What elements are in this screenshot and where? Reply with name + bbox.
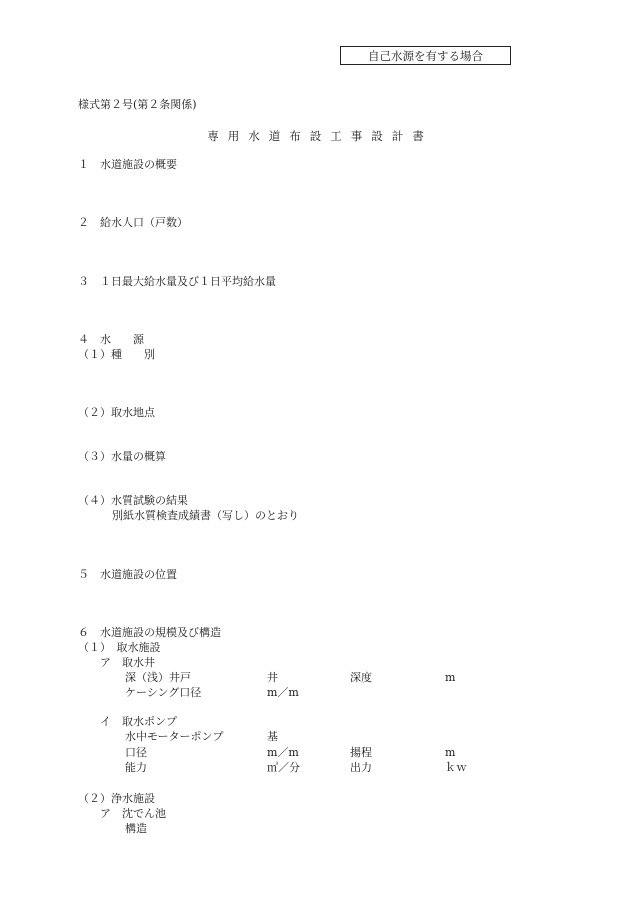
pump-row-label2: 出力	[350, 761, 372, 774]
well-row-label2: 深度	[350, 671, 372, 684]
pump-row-unit2: ｋｗ	[445, 761, 467, 774]
section-4-4-note: 別紙水質検査成績書（写し）のとおり	[112, 509, 299, 522]
well-row-label: 深（浅）井戸	[125, 671, 191, 684]
section-6: ６ 水道施設の規模及び構造	[78, 626, 221, 639]
header-box-label: 自己水源を有する場合	[368, 48, 483, 63]
section-6-2-a: ア 沈でん池	[100, 807, 166, 820]
section-6-2: （２）浄水施設	[78, 792, 155, 805]
section-6-1-a: ア 取水井	[100, 656, 155, 669]
pump-row-unit2: m	[445, 746, 456, 759]
form-number: 様式第２号(第２条関係)	[78, 98, 197, 111]
pump-row-label: 水中モーターポンプ	[125, 730, 224, 743]
document-title: 専用水道布設工事設計書	[207, 129, 433, 143]
pump-row-label: 口径	[125, 746, 147, 759]
section-3: ３ １日最大給水量及び１日平均給水量	[78, 275, 276, 288]
section-4-3: （３）水量の概算	[78, 450, 166, 463]
section-6-2-a-1: 構造	[125, 822, 147, 835]
section-4-4: （４）水質試験の結果	[78, 494, 188, 507]
well-row-unit: 井	[267, 671, 278, 684]
well-row-unit: m／m	[267, 686, 299, 699]
well-row-label: ケーシング口径	[125, 686, 202, 699]
section-2: ２ 給水人口（戸数）	[78, 216, 188, 229]
pump-row-unit: 基	[267, 730, 278, 743]
pump-row-unit: m／m	[267, 746, 299, 759]
pump-row-label: 能力	[125, 761, 147, 774]
well-row-unit2: m	[445, 671, 456, 684]
section-1: １ 水道施設の概要	[78, 158, 177, 171]
pump-row-label2: 揚程	[350, 746, 372, 759]
pump-row-unit: ㎥／分	[267, 761, 300, 774]
section-6-1: （１） 取水施設	[78, 641, 161, 654]
section-4-2: （２）取水地点	[78, 406, 155, 419]
section-6-1-b: イ 取水ポンプ	[100, 715, 177, 728]
header-box	[340, 46, 511, 65]
section-4-1: （１）種 別	[78, 348, 155, 361]
section-4: ４ 水 源	[78, 333, 144, 346]
section-5: ５ 水道施設の位置	[78, 568, 177, 581]
